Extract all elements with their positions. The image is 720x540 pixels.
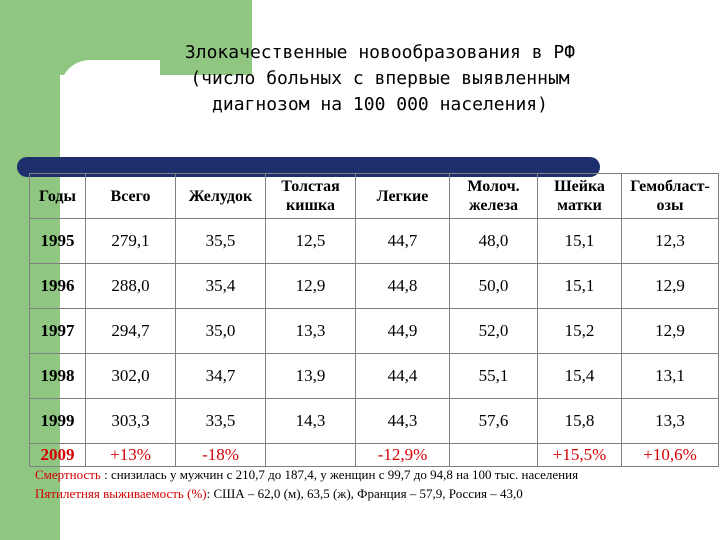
table-cell: 13,9 xyxy=(266,354,356,399)
year-cell: 1999 xyxy=(30,399,86,444)
header-cell: Желудок xyxy=(176,174,266,219)
table-cell xyxy=(266,444,356,467)
table-cell: 57,6 xyxy=(450,399,538,444)
year-cell: 2009 xyxy=(30,444,86,467)
year-cell: 1998 xyxy=(30,354,86,399)
table-cell xyxy=(450,444,538,467)
table-cell: 13,3 xyxy=(622,399,719,444)
table-cell: 13,1 xyxy=(622,354,719,399)
table-cell: 12,3 xyxy=(622,219,719,264)
table-cell: 15,4 xyxy=(538,354,622,399)
table-cell: 34,7 xyxy=(176,354,266,399)
header-cell: Легкие xyxy=(356,174,450,219)
table-cell: +13% xyxy=(86,444,176,467)
header-cell: Всего xyxy=(86,174,176,219)
table-row xyxy=(30,264,719,309)
header-cell: Гемобласт- озы xyxy=(622,174,719,219)
title-line-3: диагнозом на 100 000 населения) xyxy=(212,94,548,115)
table-cell: 14,3 xyxy=(266,399,356,444)
table-cell: 35,5 xyxy=(176,219,266,264)
survival-label: Пятилетняя выживаемость (%) xyxy=(35,486,207,501)
table-row xyxy=(30,399,719,444)
table-cell: 50,0 xyxy=(450,264,538,309)
table-cell: 15,8 xyxy=(538,399,622,444)
header-cell: Толстая кишка xyxy=(266,174,356,219)
table-row xyxy=(30,309,719,354)
table-row-2009 xyxy=(30,444,719,467)
header-cell: Шейка матки xyxy=(538,174,622,219)
mortality-text: : снизилась у мужчин с 210,7 до 187,4, у женщин с 99,7 до 94,8 на 100 тыс. населения xyxy=(100,467,579,482)
table-cell: 279,1 xyxy=(86,219,176,264)
title-line-1: Злокачественные новообразования в РФ xyxy=(184,42,576,63)
title-line-2: (число больных с впервые выявленным xyxy=(190,68,570,89)
header-cell: Годы xyxy=(30,174,86,219)
table-cell: 33,5 xyxy=(176,399,266,444)
year-cell: 1996 xyxy=(30,264,86,309)
table-cell: 15,2 xyxy=(538,309,622,354)
survival-note xyxy=(35,486,523,502)
table-cell: -18% xyxy=(176,444,266,467)
table-cell: 35,0 xyxy=(176,309,266,354)
table-cell: 48,0 xyxy=(450,219,538,264)
year-cell: 1995 xyxy=(30,219,86,264)
cancer-stats-table xyxy=(29,173,719,467)
table-cell: -12,9% xyxy=(356,444,450,467)
table-cell: 303,3 xyxy=(86,399,176,444)
header-cell: Молоч. железа xyxy=(450,174,538,219)
table-cell: 35,4 xyxy=(176,264,266,309)
table-cell: 44,4 xyxy=(356,354,450,399)
table-cell: 55,1 xyxy=(450,354,538,399)
table-cell: 12,9 xyxy=(622,264,719,309)
survival-text: : США – 62,0 (м), 63,5 (ж), Франция – 57,9, Россия – 43,0 xyxy=(206,486,523,501)
table-cell: +10,6% xyxy=(622,444,719,467)
table-cell: 302,0 xyxy=(86,354,176,399)
table-cell: 12,9 xyxy=(266,264,356,309)
table-cell: 294,7 xyxy=(86,309,176,354)
table-cell: 44,3 xyxy=(356,399,450,444)
table-row xyxy=(30,219,719,264)
table-cell: 44,7 xyxy=(356,219,450,264)
table-cell: 12,5 xyxy=(266,219,356,264)
table-cell: 52,0 xyxy=(450,309,538,354)
table-cell: 13,3 xyxy=(266,309,356,354)
mortality-label: Смертность xyxy=(35,467,101,482)
table-cell: +15,5% xyxy=(538,444,622,467)
table-cell: 15,1 xyxy=(538,264,622,309)
table-row xyxy=(30,354,719,399)
mortality-note xyxy=(35,467,578,483)
year-cell: 1997 xyxy=(30,309,86,354)
table-header-row xyxy=(30,174,719,219)
table-cell: 288,0 xyxy=(86,264,176,309)
table-cell: 15,1 xyxy=(538,219,622,264)
table-cell: 44,9 xyxy=(356,309,450,354)
table-cell: 44,8 xyxy=(356,264,450,309)
slide-title xyxy=(80,40,680,118)
table-cell: 12,9 xyxy=(622,309,719,354)
